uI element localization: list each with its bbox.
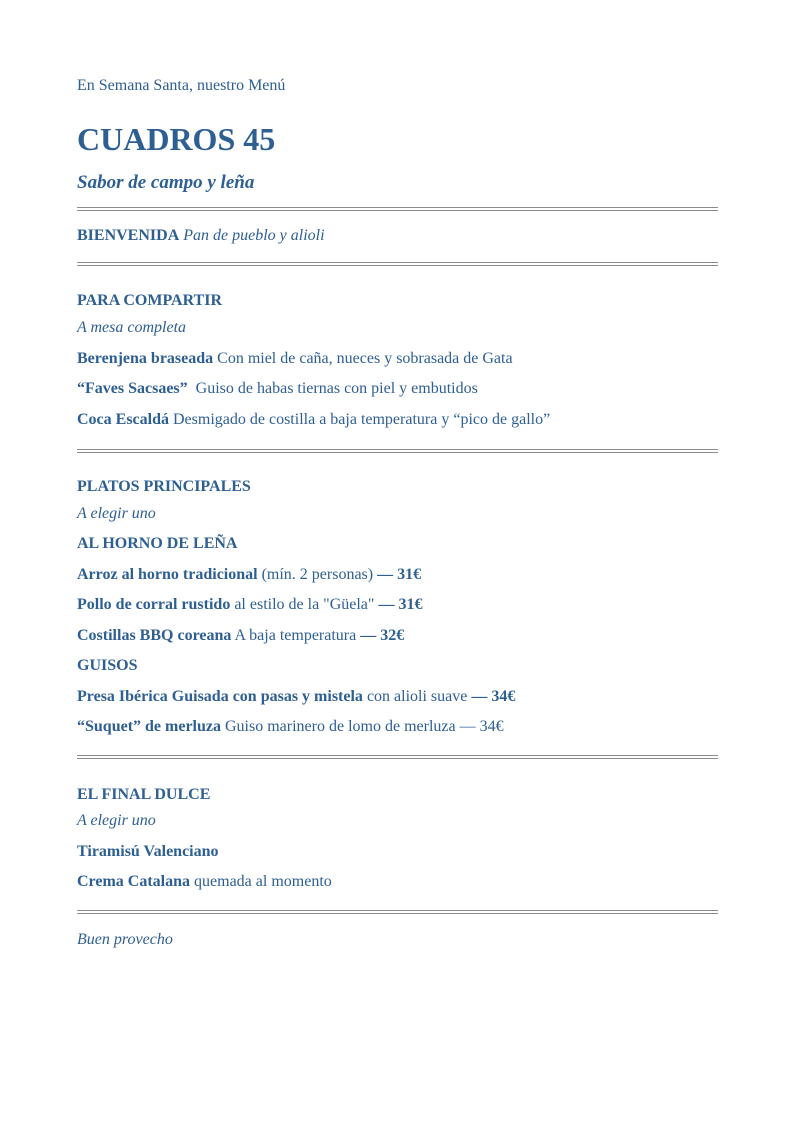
intro-text: En Semana Santa, nuestro Menú bbox=[77, 77, 286, 94]
dish-description: Guiso marinero de lomo de merluza — 34€ bbox=[225, 718, 504, 735]
sharing-note: A mesa completa bbox=[77, 319, 187, 336]
menu-item bbox=[77, 872, 718, 892]
menu-content bbox=[77, 76, 718, 950]
divider bbox=[77, 910, 718, 914]
welcome-text: Pan de pueblo y alioli bbox=[183, 227, 325, 244]
menu-item bbox=[77, 410, 718, 430]
restaurant-subtitle: Sabor de campo y leña bbox=[77, 172, 255, 193]
dish-name: Coca Escaldá bbox=[77, 411, 169, 428]
dish-price: — 31€ bbox=[377, 566, 422, 583]
dish-name: Tiramisú Valenciano bbox=[77, 843, 219, 860]
divider bbox=[77, 262, 718, 266]
dish-description: A baja temperatura bbox=[234, 627, 357, 644]
dish-description: Desmigado de costilla a baja temperatura y “pico de gallo” bbox=[173, 411, 551, 428]
menu-item bbox=[77, 626, 718, 646]
divider bbox=[77, 449, 718, 453]
dish-description: quemada al momento bbox=[194, 873, 332, 890]
menu-item bbox=[77, 565, 718, 585]
dish-name: Arroz al horno tradicional bbox=[77, 566, 258, 583]
mains-heading: PLATOS PRINCIPALES bbox=[77, 478, 251, 495]
dessert-heading: EL FINAL DULCE bbox=[77, 786, 211, 803]
dish-description: Guiso de habas tiernas con piel y embutidos bbox=[195, 380, 478, 397]
dish-description: Con miel de caña, nueces y sobrasada de Gata bbox=[217, 350, 513, 367]
dish-name: Costillas BBQ coreana bbox=[77, 627, 232, 644]
dish-description: (mín. 2 personas) bbox=[261, 566, 374, 583]
dish-name: Presa Ibérica Guisada con pasas y mistela bbox=[77, 688, 363, 705]
welcome-line bbox=[77, 226, 718, 246]
dish-name: “Suquet” de merluza bbox=[77, 718, 221, 735]
dish-name: Berenjena braseada bbox=[77, 350, 214, 367]
divider bbox=[77, 207, 718, 211]
dessert-note: A elegir uno bbox=[77, 812, 156, 829]
dish-name: Pollo de corral rustido bbox=[77, 596, 231, 613]
closing-text: Buen provecho bbox=[77, 931, 173, 948]
dish-name: “Faves Sacsaes” bbox=[77, 380, 188, 397]
dish-description: con alioli suave bbox=[366, 688, 468, 705]
menu-item bbox=[77, 349, 718, 369]
dish-description: al estilo de la "Güela" bbox=[234, 596, 375, 613]
dish-price: — 34€ bbox=[471, 688, 516, 705]
menu-item bbox=[77, 687, 718, 707]
welcome-label: BIENVENIDA bbox=[77, 227, 180, 244]
oven-heading: AL HORNO DE LEÑA bbox=[77, 535, 238, 552]
menu-item bbox=[77, 717, 718, 737]
menu-item bbox=[77, 595, 718, 615]
mains-note: A elegir uno bbox=[77, 505, 156, 522]
sharing-heading: PARA COMPARTIR bbox=[77, 292, 223, 309]
menu-item bbox=[77, 842, 718, 862]
stews-heading: GUISOS bbox=[77, 657, 138, 674]
divider bbox=[77, 755, 718, 759]
dish-name: Crema Catalana bbox=[77, 873, 191, 890]
menu-item bbox=[77, 379, 718, 399]
dish-price: — 32€ bbox=[360, 627, 405, 644]
restaurant-title: CUADROS 45 bbox=[77, 121, 276, 157]
dish-price: — 31€ bbox=[378, 596, 423, 613]
